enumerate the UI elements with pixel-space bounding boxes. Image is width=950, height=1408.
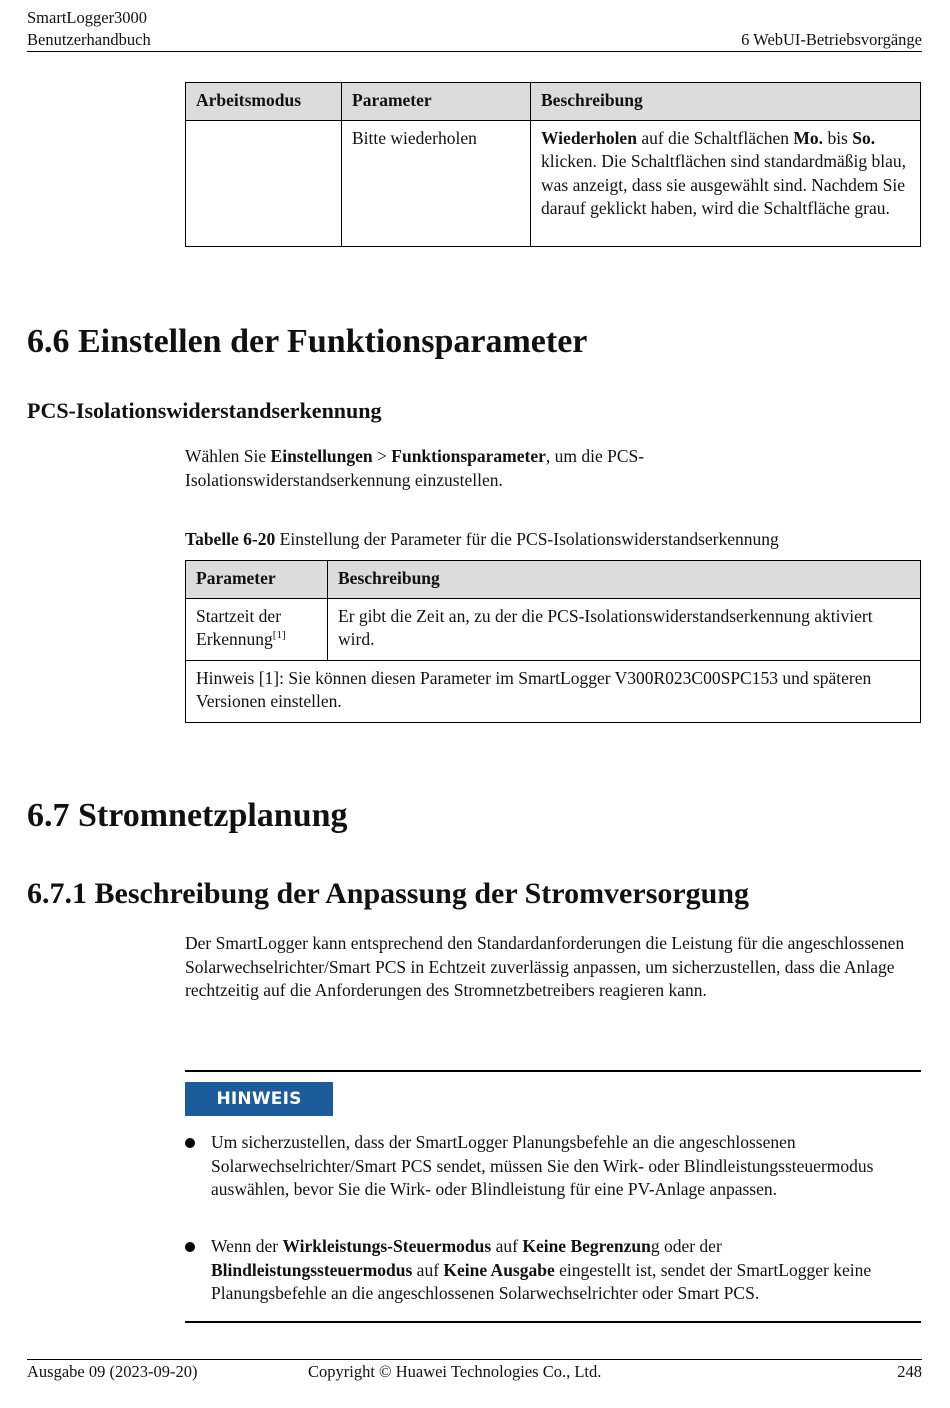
- header-divider: [27, 51, 922, 52]
- table-row: [186, 598, 921, 660]
- column-header-beschreibung: Beschreibung: [531, 83, 921, 121]
- table-cell-parameter: Startzeit der Erkennung[1]: [186, 598, 328, 660]
- intro-paragraph: Wählen Sie Einstellungen > Funktionsparameter, um die PCS-Isolationswiderstandserkennung einzustellen.: [185, 446, 645, 490]
- footer-divider: [27, 1359, 922, 1360]
- section-heading-6-6: 6.6 Einstellen der Funktionsparameter: [27, 323, 588, 360]
- section-heading-6-7: 6.7 Stromnetzplanung: [27, 797, 348, 834]
- subsection-heading-6-7-1: 6.7.1 Beschreibung der Anpassung der Stromversorgung: [27, 877, 750, 910]
- table-caption: Tabelle 6-20 Einstellung der Parameter für die PCS-Isolationswiderstandserkennung: [185, 529, 779, 549]
- subsection-heading-pcs: PCS-Isolationswiderstandserkennung: [27, 398, 382, 423]
- notice-top-rule: [185, 1070, 921, 1072]
- table-cell-parameter: Bitte wiederholen: [342, 120, 531, 246]
- table-cell-description: Wiederholen auf die Schaltflächen Mo. bis So. klicken. Die Schaltflächen sind standardmäßig blau, was anzeigt, dass sie ausgewählt sind. Nachdem Sie darauf geklickt haben, wird die Schaltfläche grau.: [531, 120, 921, 246]
- section-paragraph: Der SmartLogger kann entsprechend den Standardanforderungen die Leistung für die angeschlossenen Solarwechselrichter/Smart PCS in Echtzeit zuverlässig anpassen, um sicherzustellen, dass die Anlage rechtzeitig auf die Anforderungen des Stromnetzbetreibers reagieren kann.: [185, 933, 905, 1000]
- column-header-arbeitsmodus: Arbeitsmodus: [186, 83, 342, 121]
- table-cell-mode: [186, 120, 342, 246]
- page-number: 248: [897, 1362, 922, 1381]
- bullet-dot-icon: [185, 1138, 195, 1148]
- notice-bullet-1: [185, 1131, 925, 1202]
- table-cell-description: Er gibt die Zeit an, zu der die PCS-Isolationswiderstandserkennung aktiviert wird.: [328, 598, 921, 660]
- document-type: Benutzerhandbuch: [27, 30, 151, 49]
- product-name: SmartLogger3000: [27, 8, 148, 27]
- footnote-ref: [1]: [272, 629, 286, 642]
- table-note-row: [186, 660, 921, 722]
- bullet-dot-icon: [185, 1242, 195, 1252]
- column-header-parameter: Parameter: [186, 561, 328, 599]
- notice-bottom-rule: [185, 1321, 921, 1323]
- notice-bullet-2: [185, 1235, 925, 1306]
- bullet-text: Um sicherzustellen, dass der SmartLogger Planungsbefehle an die angeschlossenen Solarwechselrichter/Smart PCS sendet, müssen Sie den Wirk- oder Blindleistungssteuermodus auswählen, bevor Sie die Wirk- oder Blindleistung für eine PV-Anlage anpassen.: [211, 1132, 874, 1199]
- footer-copyright: Copyright © Huawei Technologies Co., Ltd.: [308, 1362, 602, 1381]
- table-note: Hinweis [1]: Sie können diesen Parameter im SmartLogger V300R023C00SPC153 und späteren Versionen einstellen.: [186, 660, 921, 722]
- table-header-row: [186, 561, 921, 599]
- footer-edition: Ausgabe 09 (2023-09-20): [27, 1362, 198, 1381]
- chapter-title: 6 WebUI-Betriebsvorgänge: [741, 30, 922, 49]
- table-header-row: [186, 83, 921, 121]
- work-mode-table: [185, 82, 921, 247]
- column-header-beschreibung: Beschreibung: [328, 561, 921, 599]
- bullet-text: Wenn der Wirkleistungs-Steuermodus auf Keine Begrenzung oder der Blindleistungssteuermodus auf Keine Ausgabe eingestellt ist, sendet der SmartLogger keine Planungsbefehle an die angeschlossenen Solarwechselrichter oder Smart PCS.: [211, 1236, 872, 1303]
- pcs-parameter-table: [185, 560, 921, 723]
- column-header-parameter: Parameter: [342, 83, 531, 121]
- page-header-left: [27, 7, 151, 51]
- notice-badge: HINWEIS: [185, 1082, 333, 1116]
- table-row: [186, 120, 921, 246]
